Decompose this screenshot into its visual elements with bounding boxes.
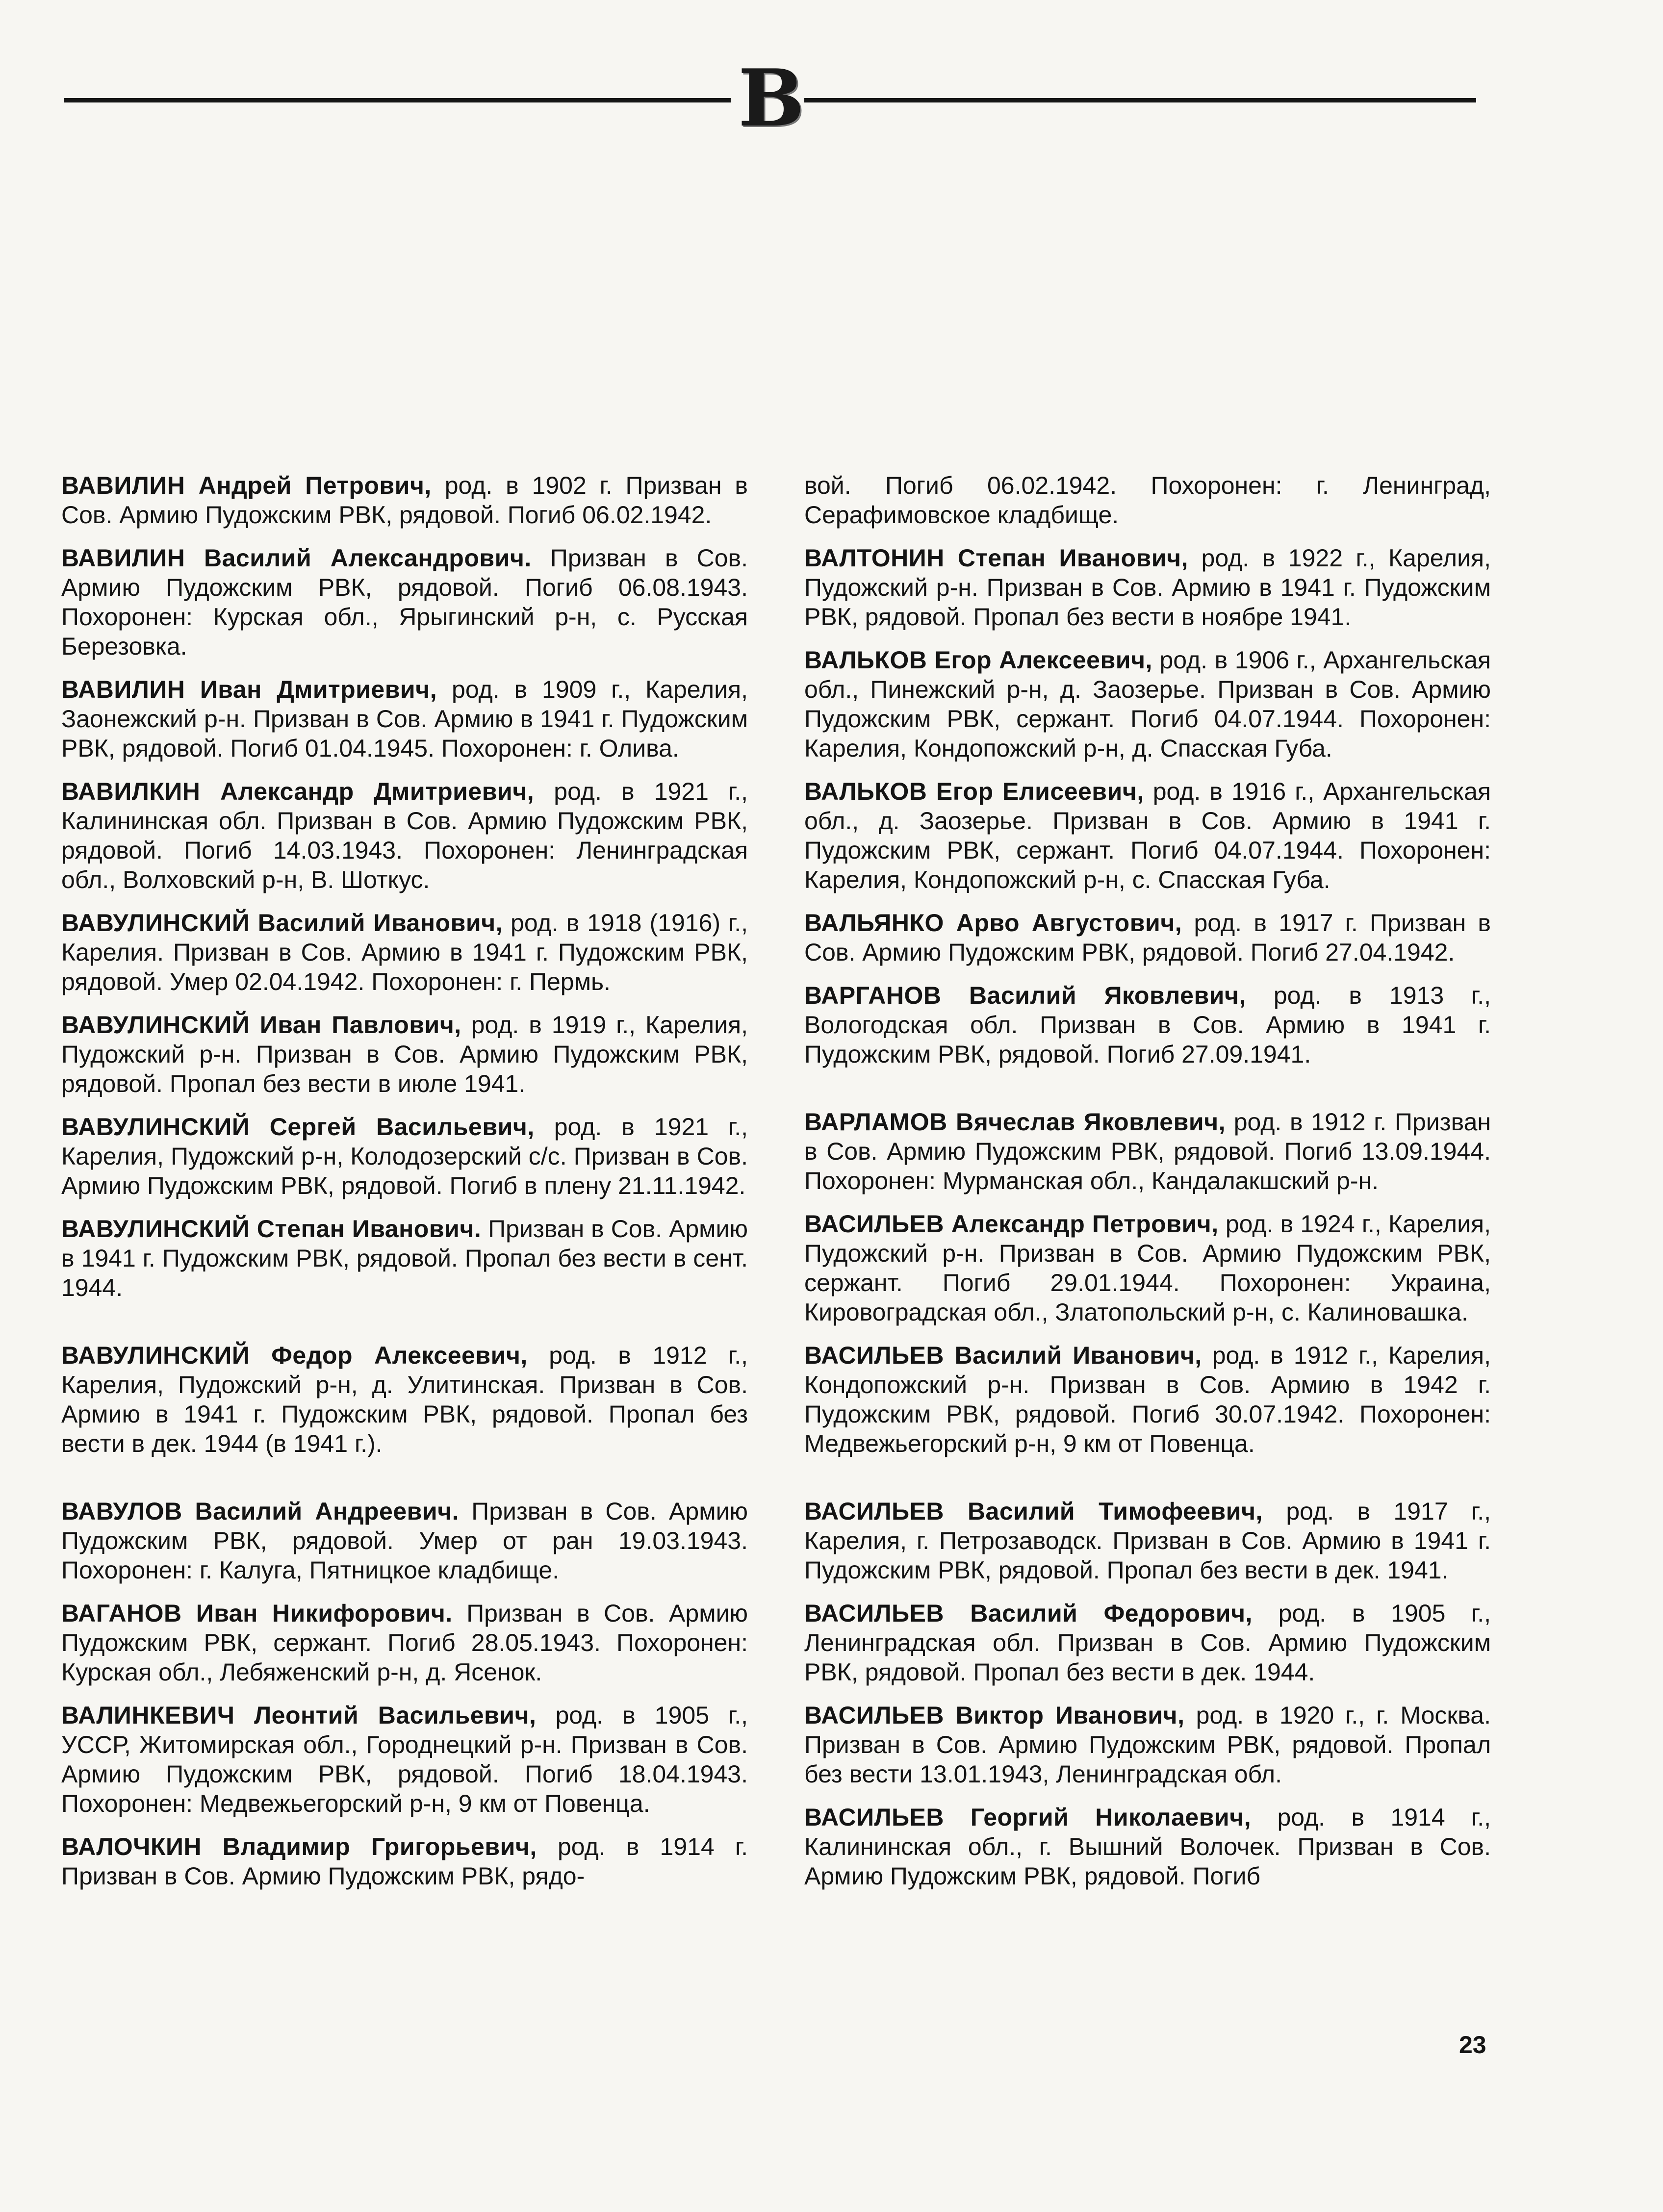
entry-text: Призван в Сов. Армию Пудожским РВК, рядовой. Умер от ран 19.03.1943. Похоронен: г. Калуга, Пятницкое кладбище. bbox=[61, 1498, 748, 1584]
entry-name: ВАВИЛИН Андрей Петрович, bbox=[61, 472, 432, 499]
entry-text: Призван в Сов. Армию Пудожским РВК, рядовой. Погиб 06.08.1943. Похоронен: Курская обл., Ярыгинский р-н, с. Русская Березовка. bbox=[61, 544, 748, 660]
entry-text: род. в 1914 г. Призван в Сов. Армию Пудожским РВК, рядо- bbox=[61, 1833, 748, 1890]
entry-text: род. в 1921 г., Калининская обл. Призван в Сов. Армию Пудожским РВК, рядовой. Погиб 14.03.1943. Похоронен: Ленинградская обл., Волховский р-н, В. Шоткус. bbox=[61, 778, 748, 893]
list-entry bbox=[61, 1214, 748, 1302]
entry-text: род. в 1912 г., Карелия, Пудожский р-н, д. Улитинская. Призван в Сов. Армию в 1941 г. Пудожским РВК, рядовой. Пропал без вести в дек. 1944 (в 1941 г.). bbox=[61, 1342, 748, 1457]
entry-name: ВАСИЛЬЕВ Александр Петрович, bbox=[804, 1210, 1219, 1238]
entry-name: ВАВУЛИНСКИЙ Василий Иванович, bbox=[61, 909, 503, 937]
header-rule-right bbox=[804, 98, 1476, 102]
list-entry bbox=[61, 675, 748, 763]
list-entry bbox=[804, 1209, 1491, 1327]
list-entry bbox=[804, 777, 1491, 894]
list-entry bbox=[804, 1107, 1491, 1195]
entry-name: ВАЛИНКЕВИЧ Леонтий Васильевич, bbox=[61, 1702, 537, 1729]
list-entry bbox=[61, 908, 748, 996]
page-number: 23 bbox=[1459, 2031, 1486, 2059]
entry-text: род. в 1902 г. Призван в Сов. Армию Пудожским РВК, рядовой. Погиб 06.02.1942. bbox=[61, 472, 748, 529]
list-entry bbox=[804, 1701, 1491, 1789]
entry-name: ВАЛОЧКИН Владимир Григорьевич, bbox=[61, 1833, 537, 1860]
entry-text: Призван в Сов. Армию в 1941 г. Пудожским РВК, рядовой. Пропал без вести в сент. 1944. bbox=[61, 1215, 748, 1301]
entry-name: ВАВИЛИН Василий Александрович. bbox=[61, 544, 532, 572]
entry-text: род. в 1914 г., Калининская обл., г. Вышний Волочек. Призван в Сов. Армию Пудожским РВК, рядовой. Погиб bbox=[804, 1804, 1491, 1890]
entry-text: род. в 1909 г., Карелия, Заонежский р-н. Призван в Сов. Армию в 1941 г. Пудожским РВК, рядовой. Погиб 01.04.1945. Похоронен: г. Олива. bbox=[61, 676, 748, 762]
entry-text: род. в 1917 г. Призван в Сов. Армию Пудожским РВК, рядовой. Погиб 27.04.1942. bbox=[804, 909, 1491, 966]
entry-name: ВАВУЛИНСКИЙ Иван Павлович, bbox=[61, 1011, 461, 1039]
entry-text: Призван в Сов. Армию Пудожским РВК, сержант. Погиб 28.05.1943. Похоронен: Курская обл., Лебяженский р-н, д. Ясенок. bbox=[61, 1600, 748, 1686]
section-header bbox=[64, 52, 1476, 157]
entry-name: ВАВУЛИНСКИЙ Федор Алексеевич, bbox=[61, 1342, 528, 1369]
entry-text: род. в 1916 г., Архангельская обл., д. Заозерье. Призван в Сов. Армию в 1941 г. Пудожским РВК, сержант. Погиб 04.07.1944. Похоронен: Карелия, Кондопожский р-н, с. Спасская Губа. bbox=[804, 778, 1491, 893]
list-entry bbox=[61, 1341, 748, 1458]
entry-name: ВАРГАНОВ Василий Яковлевич, bbox=[804, 982, 1246, 1009]
list-entry bbox=[61, 1832, 748, 1891]
entry-text: род. в 1921 г., Карелия, Пудожский р-н, Колодозерский с/с. Призван в Сов. Армию Пудожским РВК, рядовой. Погиб в плену 21.11.1942. bbox=[61, 1113, 748, 1199]
list-entry bbox=[804, 1803, 1491, 1891]
entry-name: ВАВИЛИН Иван Дмитриевич, bbox=[61, 676, 437, 703]
entry-name: ВАСИЛЬЕВ Виктор Иванович, bbox=[804, 1702, 1185, 1729]
entry-text: род. в 1913 г., Вологодская обл. Призван в Сов. Армию в 1941 г. Пудожским РВК, рядовой. Погиб 27.09.1941. bbox=[804, 982, 1491, 1068]
entry-text: род. в 1905 г., Ленинградская обл. Призван в Сов. Армию Пудожским РВК, рядовой. Пропал без вести в дек. 1944. bbox=[804, 1600, 1491, 1686]
entry-name: ВАСИЛЬЕВ Георгий Николаевич, bbox=[804, 1804, 1252, 1831]
header-rule-left bbox=[64, 98, 731, 102]
entry-text: род. в 1920 г., г. Москва. Призван в Сов. Армию Пудожским РВК, рядовой. Пропал без вести 13.01.1943, Ленинградская обл. bbox=[804, 1702, 1491, 1788]
entry-name: ВАСИЛЬЕВ Василий Иванович, bbox=[804, 1342, 1202, 1369]
entry-name: ВАЛЬЯНКО Арво Августович, bbox=[804, 909, 1182, 937]
list-entry bbox=[804, 1497, 1491, 1585]
entry-name: ВАВУЛИНСКИЙ Степан Иванович. bbox=[61, 1215, 482, 1243]
left-column bbox=[61, 471, 748, 1905]
entry-text: род. в 1906 г., Архангельская обл., Пинежский р-н, д. Заозерье. Призван в Сов. Армию Пудожским РВК, сержант. Погиб 04.07.1944. Похоронен: Карелия, Кондопожский р-н, д. Спасская Губа. bbox=[804, 646, 1491, 762]
list-entry bbox=[61, 471, 748, 530]
entry-text: род. в 1912 г., Карелия, Кондопожский р-н. Призван в Сов. Армию в 1942 г. Пудожским РВК, рядовой. Погиб 30.07.1942. Похоронен: Медвежьегорский р-н, 9 км от Повенца. bbox=[804, 1342, 1491, 1457]
list-entry bbox=[61, 1112, 748, 1200]
entry-name: ВАСИЛЬЕВ Василий Тимофеевич, bbox=[804, 1498, 1263, 1525]
list-entry bbox=[61, 1701, 748, 1818]
entry-name: ВАСИЛЬЕВ Василий Федорович, bbox=[804, 1600, 1253, 1627]
continued-entry-text: вой. Погиб 06.02.1942. Похоронен: г. Ленинград, Серафимовское кладбище. bbox=[804, 472, 1491, 529]
section-letter: В bbox=[738, 52, 805, 144]
list-entry bbox=[61, 777, 748, 894]
entry-text: род. в 1922 г., Карелия, Пудожский р-н. Призван в Сов. Армию в 1941 г. Пудожским РВК, рядовой. Пропал без вести в ноябре 1941. bbox=[804, 544, 1491, 631]
list-entry bbox=[804, 1341, 1491, 1458]
entry-text: род. в 1919 г., Карелия, Пудожский р-н. Призван в Сов. Армию Пудожским РВК, рядовой. Пропал без вести в июле 1941. bbox=[61, 1011, 748, 1097]
list-entry bbox=[804, 1599, 1491, 1687]
list-entry bbox=[804, 908, 1491, 967]
entry-name: ВАЛЬКОВ Егор Елисеевич, bbox=[804, 778, 1144, 805]
list-entry bbox=[61, 1497, 748, 1585]
entry-name: ВАЛЬКОВ Егор Алексеевич, bbox=[804, 646, 1152, 674]
right-column bbox=[804, 471, 1491, 1905]
entry-name: ВАРЛАМОВ Вячеслав Яковлевич, bbox=[804, 1108, 1226, 1136]
entry-text: род. в 1905 г., УССР, Житомирская обл., Городнецкий р-н. Призван в Сов. Армию Пудожским РВК, рядовой. Погиб 18.04.1943. Похоронен: Медвежьегорский р-н, 9 км от Повенца. bbox=[61, 1702, 748, 1817]
list-entry bbox=[804, 981, 1491, 1069]
list-entry bbox=[804, 543, 1491, 632]
list-entry bbox=[61, 1599, 748, 1687]
list-entry bbox=[61, 1010, 748, 1098]
list-entry bbox=[804, 645, 1491, 763]
entry-name: ВАВУЛОВ Василий Андреевич. bbox=[61, 1498, 460, 1525]
entry-name: ВАВИЛКИН Александр Дмитриевич, bbox=[61, 778, 535, 805]
entry-name: ВАЛТОНИН Степан Иванович, bbox=[804, 544, 1188, 572]
list-entry bbox=[61, 543, 748, 661]
entry-text: род. в 1912 г. Призван в Сов. Армию Пудожским РВК, рядовой. Погиб 13.09.1944. Похоронен: Мурманская обл., Кандалакшский р-н. bbox=[804, 1108, 1491, 1195]
entry-text: род. в 1917 г., Карелия, г. Петрозаводск. Призван в Сов. Армию в 1941 г. Пудожским РВК, рядовой. Пропал без вести в дек. 1941. bbox=[804, 1498, 1491, 1584]
entry-text: род. в 1924 г., Карелия, Пудожский р-н. Призван в Сов. Армию Пудожским РВК, сержант. Погиб 29.01.1944. Похоронен: Украина, Кировоградская обл., Златопольский р-н, с. Калиновашка. bbox=[804, 1210, 1491, 1326]
entry-name: ВАГАНОВ Иван Никифорович. bbox=[61, 1600, 453, 1627]
entry-name: ВАВУЛИНСКИЙ Сергей Васильевич, bbox=[61, 1113, 535, 1141]
entry-text: род. в 1918 (1916) г., Карелия. Призван в Сов. Армию в 1941 г. Пудожским РВК, рядовой. Умер 02.04.1942. Похоронен: г. Пермь. bbox=[61, 909, 748, 995]
